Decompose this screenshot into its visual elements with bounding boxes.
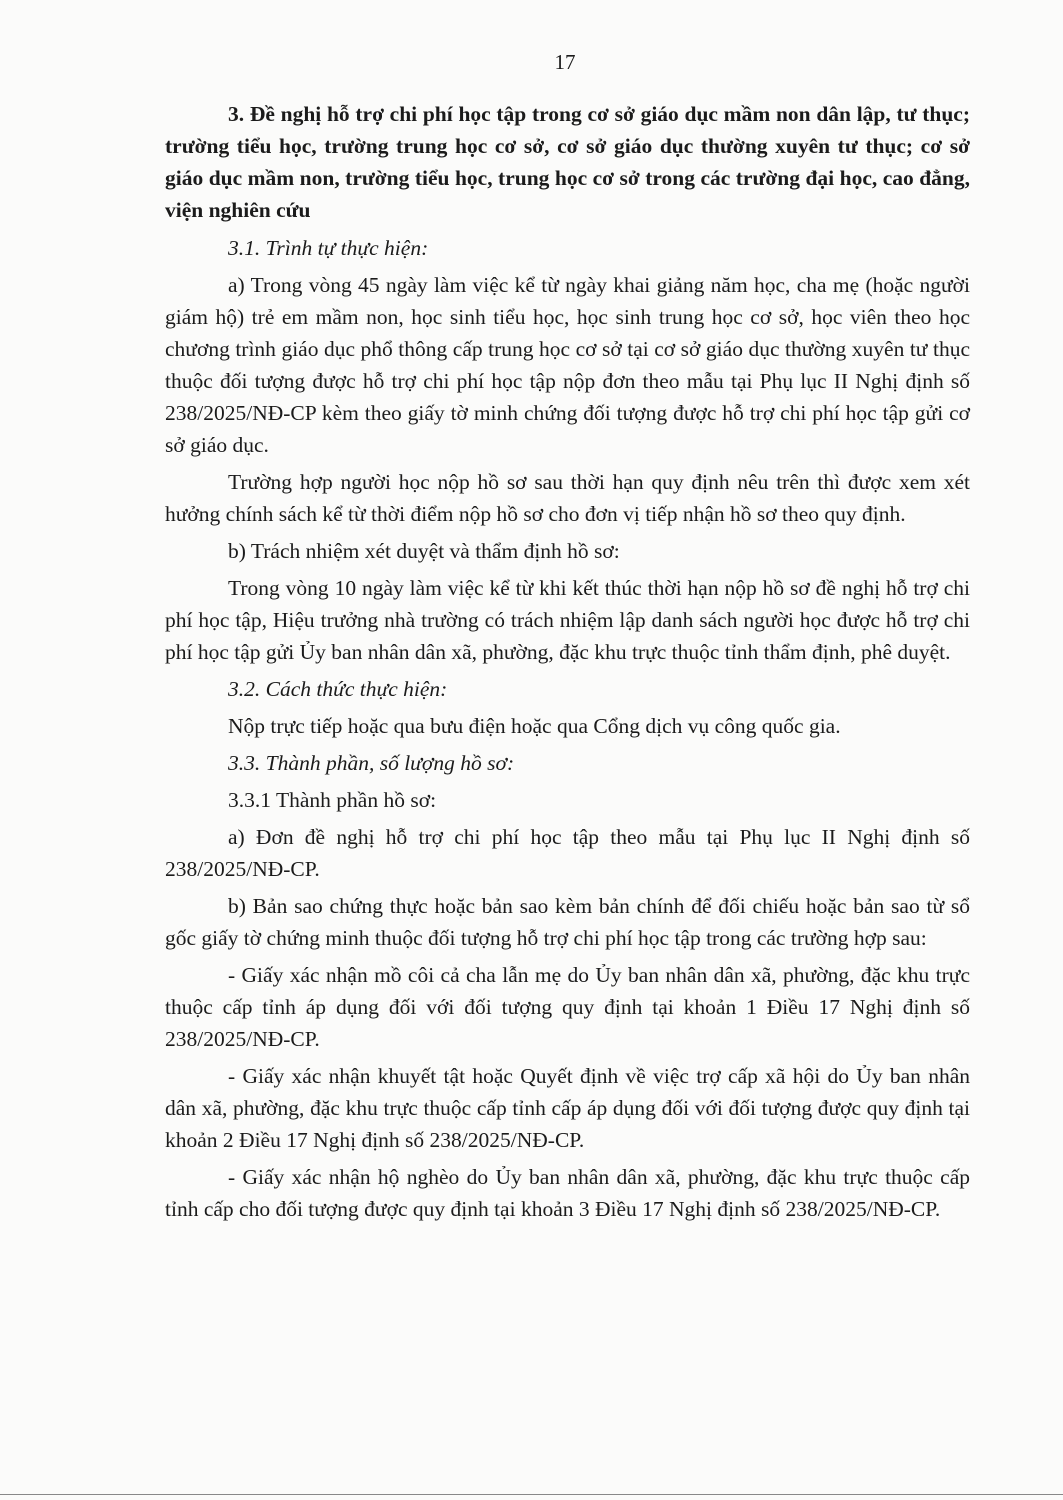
bullet-orphan-certificate: - Giấy xác nhận mồ côi cả cha lẫn mẹ do Ủy ban nhân dân xã, phường, đặc khu trực thuộc cấp tỉnh áp dụng đối với đối tượng quy định tại khoản 1 Điều 17 Nghị định số 238/2025/NĐ-CP. <box>165 963 970 1051</box>
paragraph-3-1-a: a) Trong vòng 45 ngày làm việc kể từ ngày khai giảng năm học, cha mẹ (hoặc người giám hộ) trẻ em mầm non, học sinh tiểu học, học sinh trung học cơ sở, học viên theo học chương trình giáo dục phổ thông cấp trung học cơ sở tại cơ sở giáo dục thường xuyên tư thục thuộc đối tượng được hỗ trợ chi phí học tập nộp đơn theo mẫu tại Phụ lục II Nghị định số 238/2025/NĐ-CP kèm theo giấy tờ minh chứng đối tượng được hỗ trợ chi phí học tập gửi cơ sở giáo dục. <box>165 273 970 457</box>
subsection-title-3-1: 3.1. Trình tự thực hiện: <box>228 236 429 260</box>
page-number: 17 <box>554 50 576 74</box>
paragraph-3-2-text: Nộp trực tiếp hoặc qua bưu điện hoặc qua Cổng dịch vụ công quốc gia. <box>228 714 841 738</box>
paragraph-late-submission: Trường hợp người học nộp hồ sơ sau thời hạn quy định nêu trên thì được xem xét hưởng chính sách kể từ thời điểm nộp hồ sơ cho đơn vị tiếp nhận hồ sơ theo quy định. <box>165 470 970 526</box>
paragraph-3-3-1-b: b) Bản sao chứng thực hoặc bản sao kèm bản chính để đối chiếu hoặc bản sao từ sổ gốc giấy tờ chứng minh thuộc đối tượng hỗ trợ chi phí học tập trong các trường hợp sau: <box>165 894 970 950</box>
subsection-title-3-3: 3.3. Thành phần, số lượng hồ sơ: <box>228 751 515 775</box>
paragraph-3-3-1-title: 3.3.1 Thành phần hồ sơ: <box>228 788 437 812</box>
paragraph-3-1-b-title: b) Trách nhiệm xét duyệt và thẩm định hồ sơ: <box>228 539 620 563</box>
bullet-poor-household-certificate: - Giấy xác nhận hộ nghèo do Ủy ban nhân dân xã, phường, đặc khu trực thuộc cấp tỉnh cấp cho đối tượng được quy định tại khoản 3 Điều 17 Nghị định số 238/2025/NĐ-CP. <box>165 1165 970 1221</box>
paragraph-3-3-1-a: a) Đơn đề nghị hỗ trợ chi phí học tập theo mẫu tại Phụ lục II Nghị định số 238/2025/NĐ-CP. <box>165 825 970 881</box>
bottom-scan-line <box>0 1494 1063 1495</box>
section-heading: 3. Đề nghị hỗ trợ chi phí học tập trong cơ sở giáo dục mầm non dân lập, tư thục; trường tiểu học, trường trung học cơ sở, cơ sở giáo dục thường xuyên tư thục; cơ sở giáo dục mầm non, trường tiểu học, trung học cơ sở trong các trường đại học, cao đẳng, viện nghiên cứu <box>165 102 970 222</box>
bullet-disability-certificate: - Giấy xác nhận khuyết tật hoặc Quyết định về việc trợ cấp xã hội do Ủy ban nhân dân xã, phường, đặc khu trực thuộc cấp tỉnh cấp áp dụng đối với đối tượng được quy định tại khoản 2 Điều 17 Nghị định số 238/2025/NĐ-CP. <box>165 1064 970 1152</box>
document-body <box>165 98 970 1230</box>
subsection-title-3-2: 3.2. Cách thức thực hiện: <box>228 677 448 701</box>
paragraph-3-1-b-text: Trong vòng 10 ngày làm việc kể từ khi kết thúc thời hạn nộp hồ sơ đề nghị hỗ trợ chi phí học tập, Hiệu trưởng nhà trường có trách nhiệm lập danh sách người học được hỗ trợ chi phí học tập gửi Ủy ban nhân dân xã, phường, đặc khu trực thuộc tỉnh thẩm định, phê duyệt. <box>165 576 970 664</box>
